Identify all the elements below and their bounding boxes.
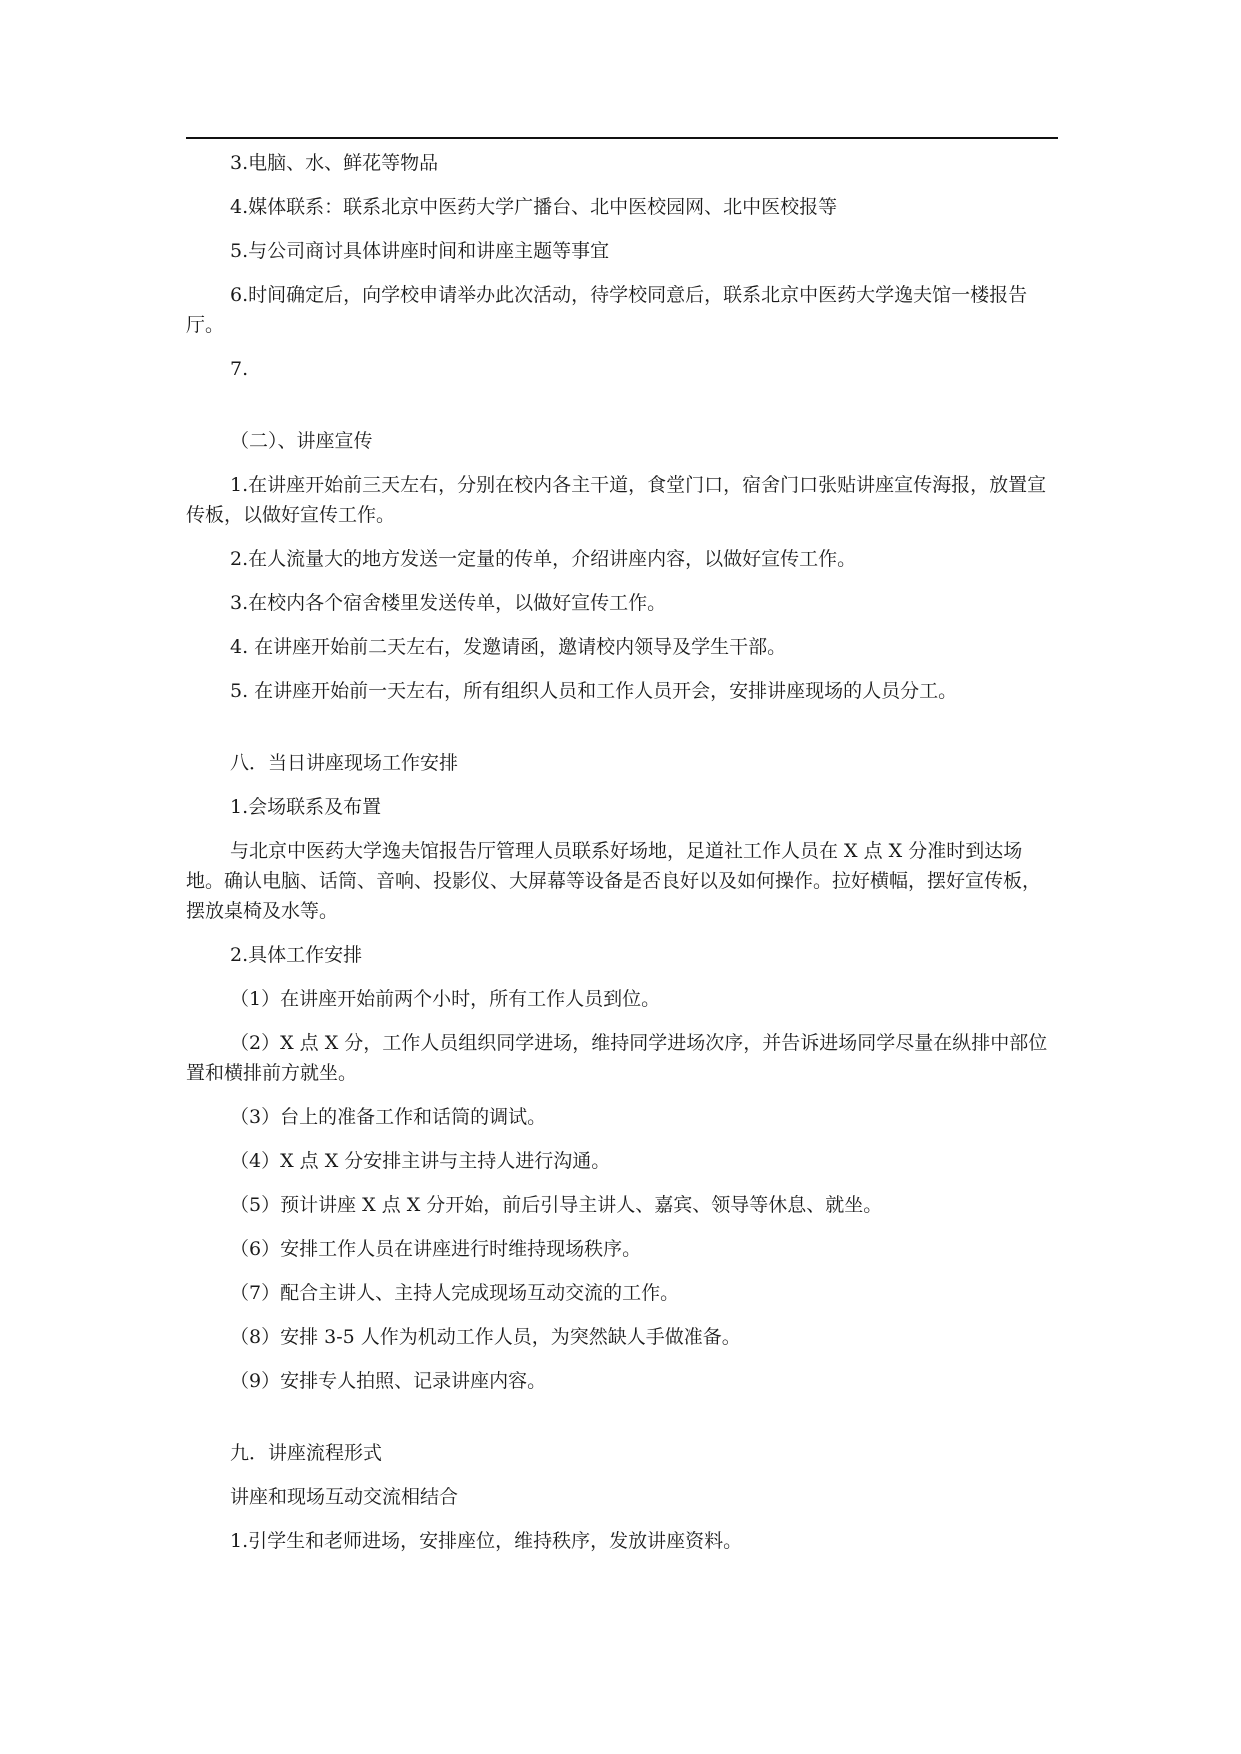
- flow-format-text: 讲座和现场互动交流相结合: [230, 1486, 459, 1508]
- section-heading-onsite: 八．当日讲座现场工作安排: [230, 752, 459, 774]
- onsite-subheading-tasks: 2.具体工作安排: [230, 944, 363, 966]
- header-rule: [186, 137, 1058, 139]
- item-5-discussion: 5.与公司商讨具体讲座时间和讲座主题等事宜: [230, 240, 610, 262]
- section-heading-flow: 九．讲座流程形式: [230, 1442, 383, 1464]
- item-6-application: 6.时间确定后，向学校申请举办此次活动，待学校同意后，联系北京中医药大学逸夫馆一楼报告厅。: [186, 284, 1028, 336]
- document-body: [186, 148, 1058, 1570]
- task-item-2: （2）X 点 X 分，工作人员组织同学进场，维持同学进场次序，并告诉进场同学尽量在纵排中部位置和横排前方就坐。: [186, 1032, 1048, 1084]
- promotion-item-1: 1.在讲座开始前三天左右，分别在校内各主干道，食堂门口，宿舍门口张贴讲座宣传海报，放置宣传板，以做好宣传工作。: [186, 474, 1047, 526]
- item-3-equipment: 3.电脑、水、鲜花等物品: [230, 152, 439, 174]
- flow-item-1: 1.引学生和老师进场，安排座位，维持秩序，发放讲座资料。: [230, 1530, 743, 1552]
- task-item-7: （7）配合主讲人、主持人完成现场互动交流的工作。: [230, 1282, 680, 1304]
- task-item-4: （4）X 点 X 分安排主讲与主持人进行沟通。: [230, 1150, 611, 1172]
- task-item-6: （6）安排工作人员在讲座进行时维持现场秩序。: [230, 1238, 642, 1260]
- task-item-3: （3）台上的准备工作和话筒的调试。: [230, 1106, 547, 1128]
- task-item-1: （1）在讲座开始前两个小时，所有工作人员到位。: [230, 988, 661, 1010]
- onsite-venue-text: 与北京中医药大学逸夫馆报告厅管理人员联系好场地，足道社工作人员在 X 点 X 分准时到达场地。确认电脑、话筒、音响、投影仪、大屏幕等设备是否良好以及如何操作。拉好横幅，摆好宣传板，摆放桌椅及水等。: [186, 840, 1042, 922]
- spacer: [186, 720, 1058, 748]
- item-4-media: 4.媒体联系：联系北京中医药大学广播台、北中医校园网、北中医校报等: [230, 196, 838, 218]
- task-item-5: （5）预计讲座 X 点 X 分开始，前后引导主讲人、嘉宾、领导等休息、就坐。: [230, 1194, 883, 1216]
- spacer: [186, 398, 1058, 426]
- promotion-item-5: 5. 在讲座开始前一天左右，所有组织人员和工作人员开会，安排讲座现场的人员分工。: [230, 680, 958, 702]
- promotion-item-3: 3.在校内各个宿舍楼里发送传单，以做好宣传工作。: [230, 592, 667, 614]
- task-item-8: （8）安排 3-5 人作为机动工作人员，为突然缺人手做准备。: [230, 1326, 741, 1348]
- section-heading-promotion: （二）、讲座宣传: [230, 430, 373, 452]
- onsite-subheading-venue: 1.会场联系及布置: [230, 796, 382, 818]
- promotion-item-4: 4. 在讲座开始前二天左右，发邀请函，邀请校内领导及学生干部。: [230, 636, 787, 658]
- promotion-item-2: 2.在人流量大的地方发送一定量的传单，介绍讲座内容，以做好宣传工作。: [230, 548, 857, 570]
- spacer: [186, 1410, 1058, 1438]
- task-item-9: （9）安排专人拍照、记录讲座内容。: [230, 1370, 547, 1392]
- item-7: 7.: [230, 358, 249, 380]
